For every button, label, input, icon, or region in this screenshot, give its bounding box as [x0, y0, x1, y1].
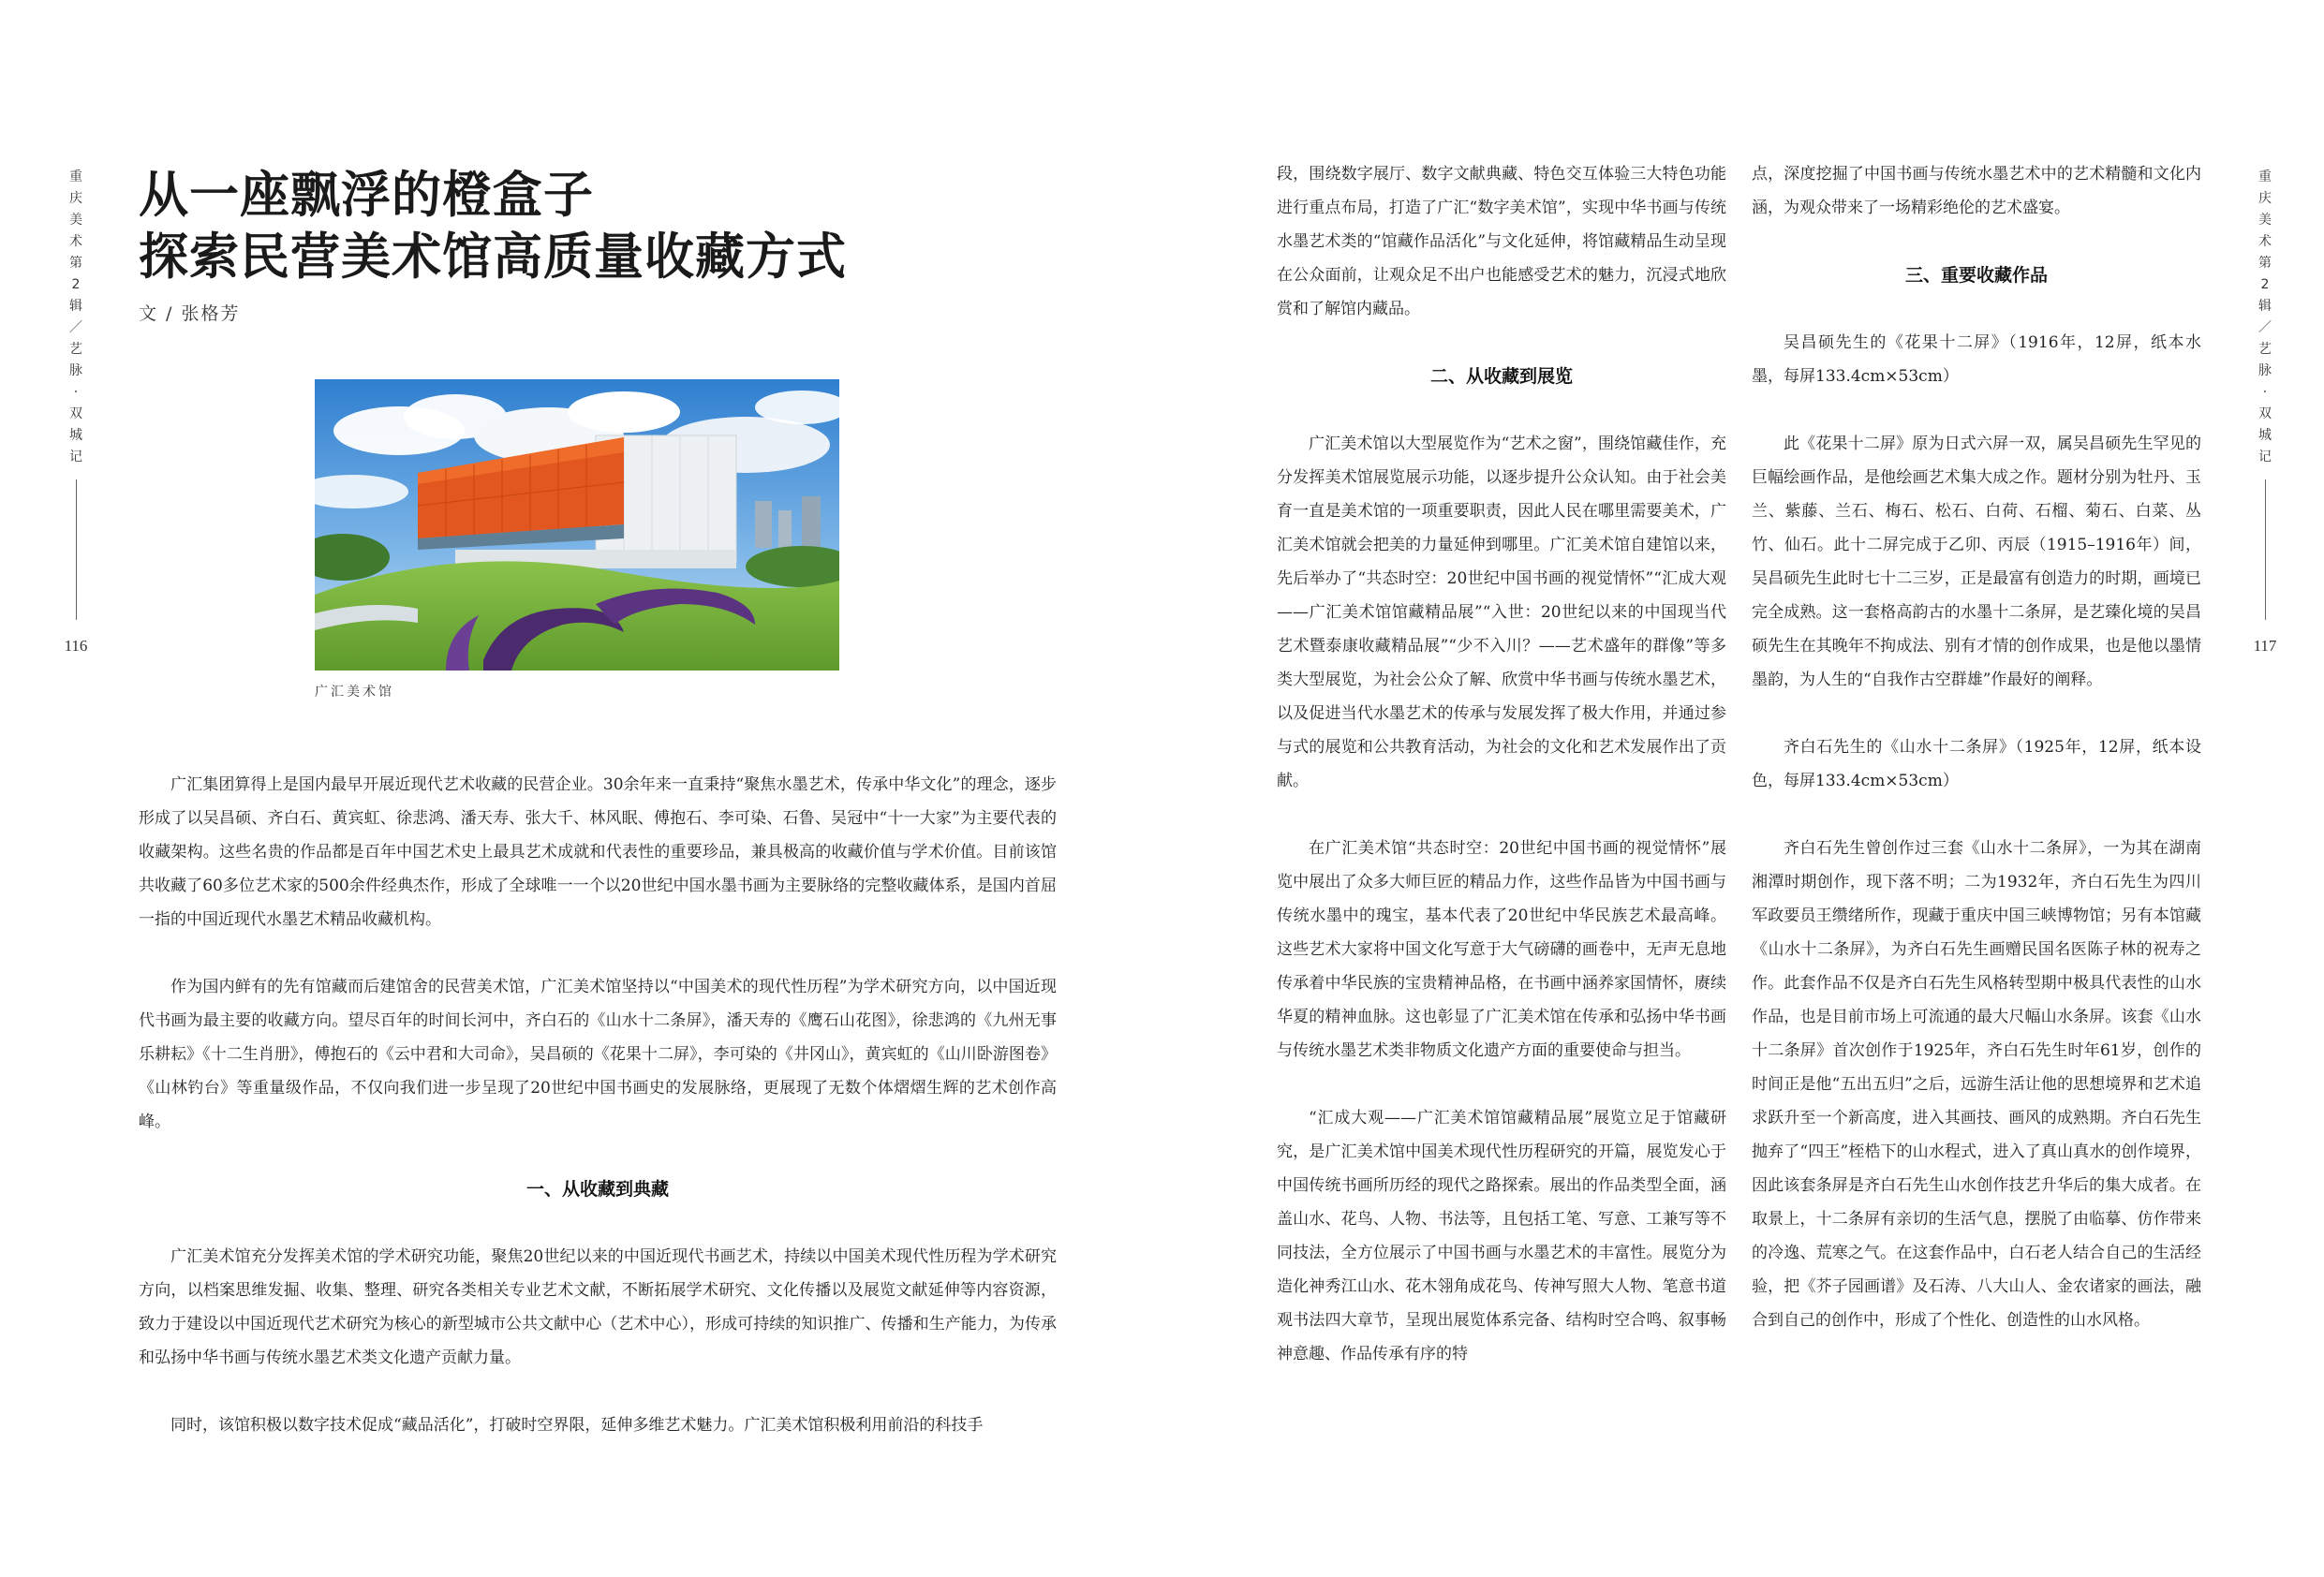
spine-label: 重 庆 美 术 第 2 辑 ／ 艺 脉 · 双 城 记 — [69, 169, 82, 464]
section-heading: 二、从收藏到展览 — [1429, 366, 1573, 387]
spine-label: 重 庆 美 术 第 2 辑 ／ 艺 脉 · 双 城 记 — [2258, 169, 2272, 464]
spine-divider — [76, 479, 77, 620]
paragraph: 齐白石先生曾创作过三套《山水十二条屏》，一为其在湖南湘潭时期创作，现下落不明；二为1932年，齐白石先生为四川军政要员王缵绪所作，现藏于重庆中国三峡博物馆；另有本馆藏《山水十二条屏》，为齐白石先生画赠民国名医陈子林的祝寿之作。此套作品不仅是齐白石先生风格转型期中极具代表性的山水作品，也是目前市场上可流通的最大尺幅山水条屏。该套《山水十二条屏》首次创作于1925年，齐白石先生时年61岁，创作的时间正是他“五出五归”之后，远游生活让他的思想境界和艺术追求跃升至一个新高度，进入其画技、画风的成熟期。齐白石先生抛弃了“四王”桎梏下的山水程式，进入了真山真水的创作境界，因此该套条屏是齐白石先生山水创作技艺升华后的集大成者。在取景上，十二条屏有亲切的生活气息，摆脱了由临摹、仿作带来的冷逸、荒寒之气。在这套作品中，白石老人结合自己的生活经验，把《芥子园画谱》及石涛、八大山人、金农诸家的画法，融合到自己的创作中，形成了个性化、创造性的山水风格。 — [1752, 839, 2201, 1330]
middle-column — [1277, 157, 1726, 1405]
paragraph: 在广汇美术馆“共态时空：20世纪中国书画的视觉情怀”展览中展出了众多大师巨匠的精品力作，这些作品皆为中国书画与传统水墨中的瑰宝，基本代表了20世纪中华民族艺术最高峰。这些艺术大家将中国文化写意于大气磅礴的画卷中，无声无息地传承着中华民族的宝贵精神品格，在书画中涵养家国情怀，赓续华夏的精神血脉。这也彰显了广汇美术馆在传承和弘扬中华书画与传统水墨艺术类非物质文化遗产方面的重要使命与担当。 — [1277, 839, 1726, 1060]
title-line-2: 探索民营美术馆高质量收藏方式 — [139, 228, 847, 286]
paragraph: 广汇美术馆充分发挥美术馆的学术研究功能，聚焦20世纪以来的中国近现代书画艺术，持续以中国美术现代性历程为学术研究方向，以档案思维发掘、收集、整理、研究各类相关专业艺术文献，不断拓展学术研究、文化传播以及展览文献延伸等内容资源，致力于建设以中国近现代艺术研究为核心的新型城市公共文献中心（艺术中心），形成可持续的知识推广、传播和生产能力，为传承和弘扬中华书画与传统水墨艺术类文化遗产贡献力量。 — [139, 1247, 1057, 1367]
right-spine — [2246, 167, 2284, 656]
page-number-right: 117 — [2253, 637, 2277, 655]
spine-divider — [2265, 479, 2266, 620]
paragraph: 齐白石先生的《山水十二条屏》（1925年，12屏，纸本设色，每屏133.4cm×53cm） — [1752, 738, 2201, 790]
left-spine — [57, 167, 95, 656]
paragraph: 吴昌硕先生的《花果十二屏》（1916年，12屏，纸本水墨，每屏133.4cm×53cm） — [1752, 333, 2201, 386]
paragraph: 同时，该馆积极以数字技术促成“藏品活化”，打破时空界限，延伸多维艺术魅力。广汇美术馆积极利用前沿的科技手 — [170, 1416, 984, 1435]
paragraph: 此《花果十二屏》原为日式六屏一双，属吴昌硕先生罕见的巨幅绘画作品，是他绘画艺术集大成之作。题材分别为牡丹、玉兰、紫藤、兰石、梅石、松石、白荷、石榴、菊石、白菜、丛竹、仙石。此十二屏完成于乙卯、丙辰（1915–1916年）间，吴昌硕先生此时七十二三岁，正是最富有创造力的时期，画境已完全成熟。这一套格高韵古的水墨十二条屏，是艺臻化境的吴昌硕先生在其晚年不拘成法、别有才情的创作成果，也是他以墨情墨韵，为人生的“自我作古空群雄”作最好的阐释。 — [1752, 435, 2201, 689]
title-line-1: 从一座飘浮的橙盒子 — [139, 166, 594, 224]
paragraph: 广汇美术馆以大型展览作为“艺术之窗”，围绕馆藏佳作，充分发挥美术馆展览展示功能，以逐步提升公众认知。由于社会美育一直是美术馆的一项重要职责，因此人民在哪里需要美术，广汇美术馆就会把美的力量延伸到哪里。广汇美术馆自建馆以来，先后举办了“共态时空：20世纪中国书画的视觉情怀”“汇成大观——广汇美术馆馆藏精品展”“入世：20世纪以来的中国现当代艺术暨泰康收藏精品展”“少不入川？——艺术盛年的群像”等多类大型展览，为社会公众了解、欣赏中华书画与传统水墨艺术，以及促进当代水墨艺术的传承与发展发挥了极大作用，并通过参与式的展览和公共教育活动，为社会的文化和艺术发展作出了贡献。 — [1277, 435, 1726, 790]
page-number-left: 116 — [64, 637, 88, 655]
byline: 文 / 张格芳 — [139, 303, 241, 324]
photo-caption: 广汇美术馆 — [315, 685, 394, 700]
paragraph: “汇成大观——广汇美术馆馆藏精品展”展览立足于馆藏研究，是广汇美术馆中国美术现代性历程研究的开篇，展览发心于中国传统书画所历经的现代之路探索。展出的作品类型全面，涵盖山水、花鸟、人物、书法等，且包括工笔、写意、工兼写等不同技法，全方位展示了中国书画与水墨艺术的丰富性。展览分为造化神秀江山水、花木翎角成花鸟、传神写照大人物、笔意书道观书法四大章节，呈现出展览体系完备、结构时空合鸣、叙事畅神意趣、作品传承有序的特 — [1277, 1109, 1726, 1363]
section-heading: 三、重要收藏作品 — [1904, 265, 2048, 286]
paragraph: 段，围绕数字展厅、数字文献典藏、特色交互体验三大特色功能进行重点布局，打造了广汇“数字美术馆”，实现中华书画与传统水墨艺术类的“馆藏作品活化”与文化延伸，将馆藏精品生动呈现在公众面前，让观众足不出户也能感受艺术的魅力，沉浸式地欣赏和了解馆内藏品。 — [1277, 165, 1726, 318]
article-title — [139, 164, 847, 287]
paragraph: 广汇集团算得上是国内最早开展近现代艺术收藏的民营企业。30余年来一直秉持“聚焦水墨艺术，传承中华文化”的理念，逐步形成了以吴昌硕、齐白石、黄宾虹、徐悲鸿、潘天寿、张大千、林风眠、傅抱石、李可染、石鲁、吴冠中“十一大家”为主要代表的收藏架构。这些名贵的作品都是百年中国艺术史上最具艺术成就和代表性的重要珍品，兼具极高的收藏价值与学术价值。目前该馆共收藏了60多位艺术家的500余件经典杰作，形成了全球唯一一个以20世纪中国水墨书画为主要脉络的完整收藏体系，是国内首屈一指的中国近现代水墨艺术精品收藏机构。 — [139, 775, 1057, 929]
museum-photo — [315, 379, 839, 671]
paragraph: 作为国内鲜有的先有馆藏而后建馆舍的民营美术馆，广汇美术馆坚持以“中国美术的现代性历程”为学术研究方向，以中国近现代书画为最主要的收藏方向。望尽百年的时间长河中，齐白石的《山水十二条屏》，潘天寿的《鹰石山花图》，徐悲鸿的《九州无事乐耕耘》《十二生肖册》，傅抱石的《云中君和大司命》，吴昌硕的《花果十二屏》，李可染的《井冈山》，黄宾虹的《山川卧游图卷》《山林钓台》等重量级作品，不仅向我们进一步呈现了20世纪中国书画史的发展脉络，更展现了无数个体熠熠生辉的艺术创作高峰。 — [139, 978, 1057, 1131]
left-column — [139, 768, 1057, 1476]
paragraph: 点，深度挖掘了中国书画与传统水墨艺术中的艺术精髓和文化内涵，为观众带来了一场精彩绝伦的艺术盛宴。 — [1752, 165, 2201, 217]
section-heading: 一、从收藏到典藏 — [525, 1179, 669, 1200]
right-column — [1752, 157, 2201, 1371]
